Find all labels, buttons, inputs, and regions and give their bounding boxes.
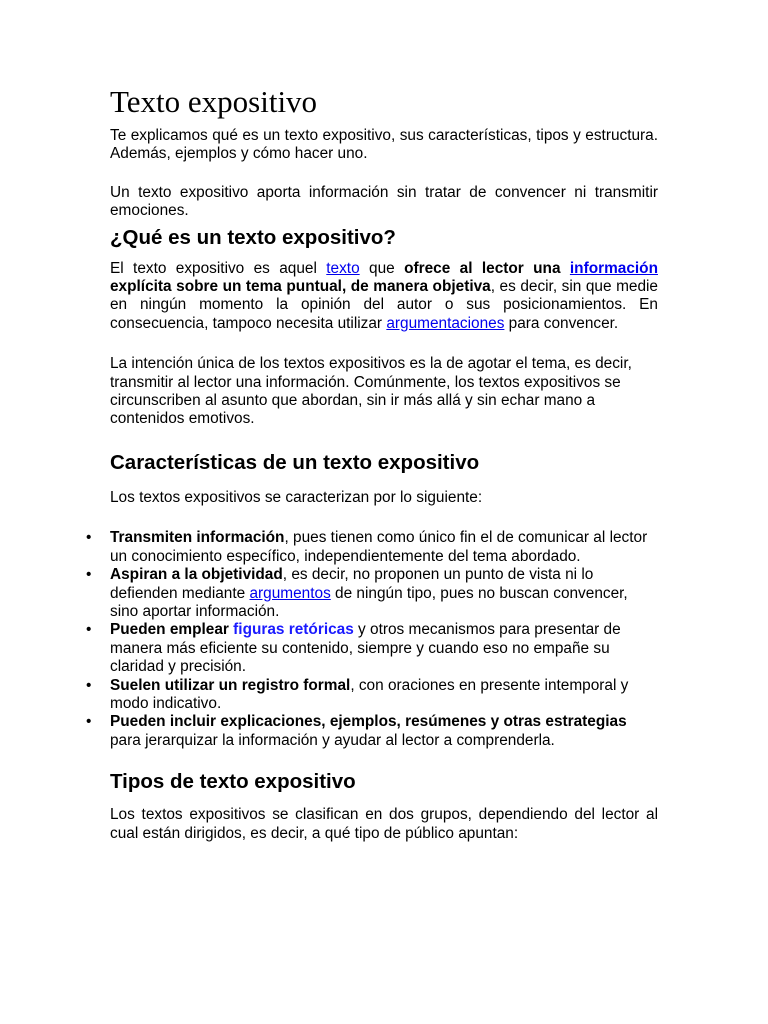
list-item [86,713,658,750]
definition-paragraph [110,260,658,334]
intention-paragraph: La intención única de los textos expositivos es la de agotar el tema, es decir, transmitir al lector una información. Comúnmente, los textos expositivos se circunscriben al asunto que abordan, sin ir más allá y sin echar mano a contenidos emotivos. [110,355,632,428]
link-argumentos[interactable]: argumentos [249,584,331,602]
link-figuras-retoricas[interactable]: figuras retóricas [233,621,354,639]
link-informacion[interactable]: información [569,259,658,277]
bold-span: Pueden incluir explicaciones, ejemplos, resúmenes y otras estrategias [110,713,627,731]
list-item [86,529,658,566]
list-item [86,566,658,621]
characteristics-lead: Los textos expositivos se caracterizan por lo siguiente: [110,488,483,506]
intro-paragraph: Te explicamos qué es un texto expositivo, sus características, tipos y estructura. Además, ejemplos y cómo hacer uno. [110,127,658,163]
bold-span: Transmiten información [110,529,285,547]
section-heading-caracteristicas: Características de un texto expositivo [110,450,480,474]
list-item [86,676,658,714]
bold-span: Suelen utilizar un registro formal [110,676,351,694]
section-heading-tipos: Tipos de texto expositivo [110,770,356,794]
text-span: y otros mecanismos para presentar de manera más eficiente su contenido, siempre y cuando eso no empañe su claridad y precisión. [110,621,621,676]
text-span: que [359,259,405,277]
text-span: , pues tienen como único fin el de comunicar al lector un conocimiento específico, independientemente del tema abordado. [110,529,648,565]
types-paragraph: Los textos expositivos se clasifican en dos grupos, dependiendo del lector al cual están dirigidos, es decir, a qué tipo de público apuntan: [110,806,658,842]
link-argumentaciones[interactable]: argumentaciones [386,314,505,332]
link-texto[interactable]: texto [326,259,360,277]
text-span: El texto expositivo es aquel [110,259,327,277]
bullet-icon: • [86,713,92,731]
bullet-icon: • [86,676,92,694]
bold-span: Pueden emplear [110,621,234,639]
text-span: , es decir, no proponen un punto de vista ni lo defienden mediante [110,566,594,602]
bullet-icon: • [86,566,92,584]
text-span: , es decir, sin que medie en ningún momento la opinión del autor o sus posicionamientos. En consecuencia, tampoco necesita utilizar [110,278,658,332]
bold-span: explícita sobre un tema puntual, de manera objetiva [110,278,491,296]
intro-summary: Un texto expositivo aporta información sin tratar de convencer ni transmitir emociones. [110,183,658,220]
text-span: , con oraciones en presente intemporal y modo indicativo. [110,676,629,712]
section-heading-que-es: ¿Qué es un texto expositivo? [110,225,396,249]
bold-span: Aspiran a la objetividad [110,566,283,584]
bold-span: ofrece al lector una [404,259,570,277]
text-span: para convencer. [504,314,619,332]
page-title: Texto expositivo [110,84,318,119]
text-span: de ningún tipo, pues no buscan convencer, sino aportar información. [110,584,628,620]
characteristics-list [86,529,658,750]
bullet-icon: • [86,529,92,547]
bullet-icon: • [86,621,92,639]
text-span: para jerarquizar la información y ayudar al lector a comprenderla. [110,731,555,749]
list-item [86,621,658,676]
document-page [86,84,658,843]
